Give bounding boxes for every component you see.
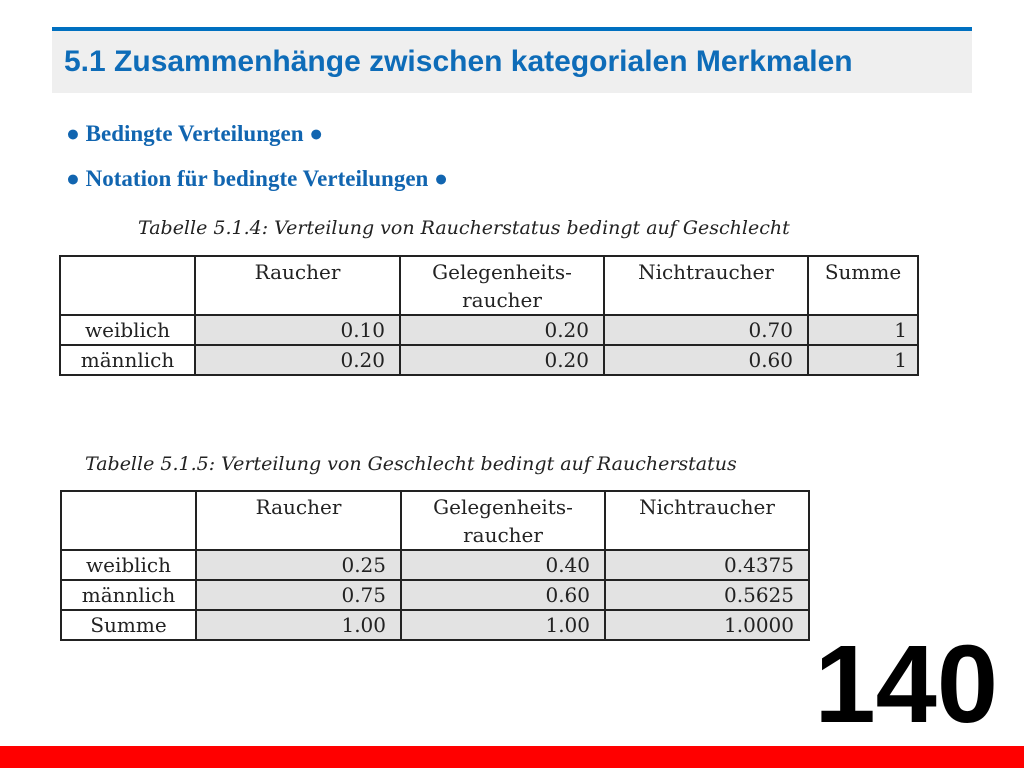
page-number: 140: [814, 623, 998, 746]
row-label: Summe: [61, 610, 196, 640]
table-cell: 1.00: [196, 610, 401, 640]
table-cell: 1.00: [401, 610, 605, 640]
header-cell: [60, 256, 195, 315]
table-cell: 0.60: [604, 345, 808, 375]
table-row-sum: [61, 610, 809, 640]
table-cell: 0.20: [400, 345, 604, 375]
row-label: männlich: [60, 345, 195, 375]
table-cell: 0.60: [401, 580, 605, 610]
table-row: [61, 580, 809, 610]
table-gender-by-smoker: [60, 490, 810, 641]
table1-caption: Tabelle 5.1.4: Verteilung von Raucherstatus bedingt auf Geschlecht: [138, 217, 790, 239]
row-label: weiblich: [60, 315, 195, 345]
header-cell: Nichtraucher: [605, 491, 809, 550]
header-cell: Summe: [808, 256, 918, 315]
table-cell: 0.20: [195, 345, 400, 375]
table-cell: 0.75: [196, 580, 401, 610]
row-label: weiblich: [61, 550, 196, 580]
header-cell: [61, 491, 196, 550]
title-bar: [52, 27, 972, 93]
table2-caption: Tabelle 5.1.5: Verteilung von Geschlecht bedingt auf Raucherstatus: [85, 453, 737, 475]
footer-red-bar: [0, 746, 1024, 768]
bullet-conditional-distributions: ● Bedingte Verteilungen ●: [66, 121, 324, 146]
table-header-row: [61, 491, 809, 550]
row-label: männlich: [61, 580, 196, 610]
header-cell: Gelegenheits- raucher: [400, 256, 604, 315]
table-cell: 0.4375: [605, 550, 809, 580]
table-cell: 0.40: [401, 550, 605, 580]
table-cell: 0.5625: [605, 580, 809, 610]
bullet-notation: ● Notation für bedingte Verteilungen ●: [66, 166, 448, 191]
table-header-row: [60, 256, 918, 315]
table-row: [60, 315, 918, 345]
slide-title: 5.1 Zusammenhänge zwischen kategorialen Merkmalen: [64, 45, 853, 78]
table-row: [60, 345, 918, 375]
header-cell: Gelegenheits- raucher: [401, 491, 605, 550]
table-cell: 0.25: [196, 550, 401, 580]
table-cell: 0.20: [400, 315, 604, 345]
table-smoker-by-gender: [59, 255, 919, 376]
table-cell: 1.0000: [605, 610, 809, 640]
header-cell: Raucher: [196, 491, 401, 550]
table-cell: 1: [808, 345, 918, 375]
table-cell: 1: [808, 315, 918, 345]
table-row: [61, 550, 809, 580]
table-cell: 0.70: [604, 315, 808, 345]
table-cell: 0.10: [195, 315, 400, 345]
header-cell: Raucher: [195, 256, 400, 315]
header-cell: Nichtraucher: [604, 256, 808, 315]
